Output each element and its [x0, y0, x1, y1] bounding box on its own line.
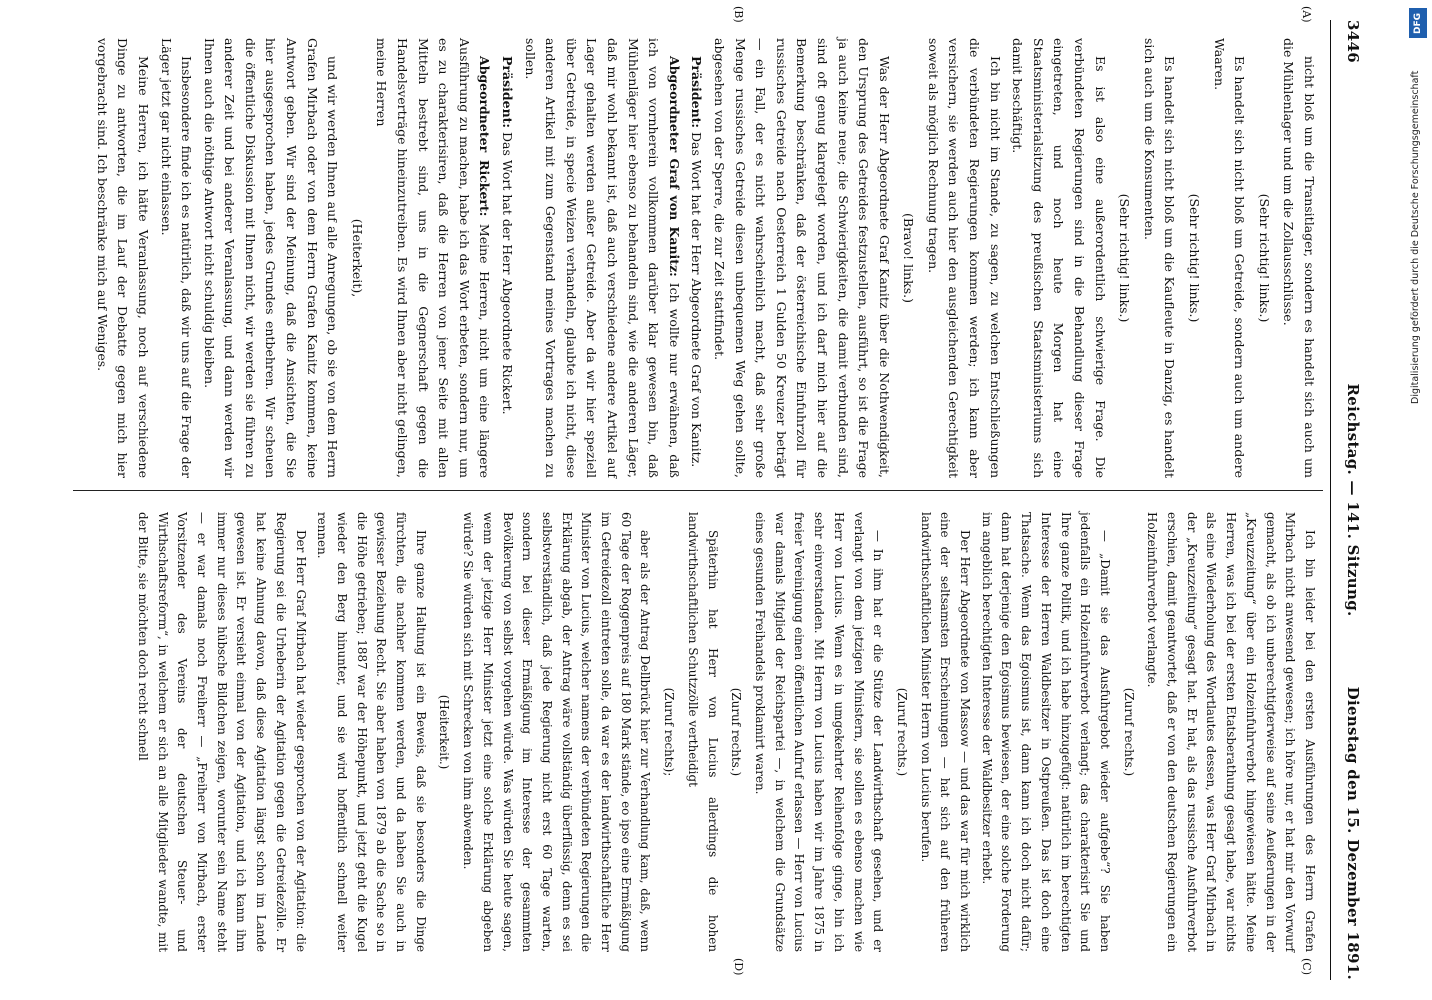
paragraph [312, 512, 430, 952]
paragraph-text: Was der Herr Abgeordnete Graf Kanitz über die Nothwendigkeit, den Ursprung des Getreides festzustellen, ausführt, so ist die Frage ja auch keine neue; die Schwierigkeiten, die damit verbunden sind, sind oft genug klargelegt worden, und ich darf mich hier auf die Bemerkung beschränken, daß der österreichische Einfuhrzoll für russisches Getreide nach Oesterreich 1 Gulden 50 Kreuzer beträgt — ein Fall, der es nicht wahrscheinlich macht, daß sehr große Menge russisches Getreide diesen unbequemen Weg gehen sollte, abgesehen von der Sperre, die zur Zeit stattfindet. [711, 38, 892, 478]
interjection [434, 512, 454, 952]
paragraph-text: Der Herr Abgeordnete von Massow — und das war für mich wirklich eine der seltsamsten Erscheinungen — hat sich auf den früheren landwirthschaftlichen Minister Herrn von Lucius berufen. [918, 512, 973, 952]
paragraph-text: (Zuruf rechts.) [894, 687, 909, 777]
right-column [79, 512, 1319, 952]
paragraph [1142, 512, 1319, 952]
paragraph-text: nicht bloß um die Transitlager, sondern es handelt sich auch um die Mühlenlager und um die Zollausschlüsse. [1281, 38, 1317, 478]
session-date: Dienstag den 15. Dezember 1891. [1344, 686, 1362, 980]
paragraph-text: Das Wort hat der Herr Abgeordnete Rickert. [500, 128, 516, 415]
page-number: 3446 [1344, 20, 1362, 63]
paragraph-text: Es handelt sich nicht bloß um Getreide, sondern auch um andere Waaren. [1211, 38, 1248, 478]
column-divider [73, 490, 1323, 491]
paragraph-text: Meine Herren, ich hätte Veranlassung, noch auf verschiedene Dinge zu antworten, die im Lauf der Debatte gegen mich hier vorgebracht sind. Ich beschränke mich auf Weniges. [94, 38, 151, 478]
interjection [898, 38, 919, 478]
paragraph-text: (Zuruf rechts); [662, 687, 677, 777]
paragraph-text: Ihre ganze Haltung ist ein Beweis, daß sie besonders die Dinge fürchten, die nachher kommen werden, und da haben Sie auch in gewisser Beziehung Recht. Sie aber haben von 1879 ab die Sache so in die Höhe getrieben; 1887 war der Höhepunkt, und jetzt geht die Kugel wieder den Berg hinunter, und sie wird hoffentlich schnell weiter rennen. [315, 512, 428, 952]
paragraph-text: (Heiterkeit), [349, 218, 365, 298]
paragraph [915, 512, 974, 952]
paragraph [922, 38, 1004, 478]
paragraph-text: (Sehr richtig! links.) [1256, 193, 1272, 323]
margin-marker-a: (A) [1300, 6, 1313, 23]
paragraph [496, 38, 517, 478]
paragraph [976, 512, 1114, 952]
paragraph [91, 38, 153, 478]
paragraph [132, 512, 309, 952]
paragraph-text: (Sehr richtig! links.) [1187, 193, 1203, 323]
interjection [1253, 38, 1274, 478]
speaker-label: Präsident: [689, 56, 705, 129]
paragraph-text: Das Wort hat der Herr Abgeordnete Graf von Kanitz. [689, 128, 705, 468]
paragraph [457, 512, 654, 952]
paragraph-text: Es handelt sich nicht bloß um die Kaufleute in Danzig, es handelt sich auch um die Konsumenten. [1141, 38, 1178, 478]
newspaper-page [55, 6, 1375, 980]
paragraph-text: Meine Herren, nicht um eine längere Ausführung zu machen, habe ich das Wort erbeten, sondern nur, um es zu charakterisiren, daß die Herren von jener Seite mit allen Mitteln bestrebt sind, uns in die Gegnerschaft gegen die Handelsverträge hineinzutreiben. Es wird Ihnen aber nicht gelingen, meine Herren [374, 38, 493, 478]
digitization-note: Digitalisierung gefördert durch die Deutsche Forschungsgemeinschaft [1410, 70, 1421, 404]
interjection [659, 512, 679, 952]
paragraph-text: aber als der Antrag Dellbrück hier zur Verhandlung kam, daß, wenn 60 Tage der Roggenpreis auf 180 Mark stände, eo ipso eine Ermäßigung im Getreidezoll eintreten solle, da war es der landwirthschaftliche Herr Minister von Lucius, welcher namens der verbündeten Regierungen die Erklärung abgab, der Antrag wäre vollständig überflüssig, denn es sei selbstverständlich, daß jede Regierung nicht erst 60 Tage warten, sondern bei dieser Ermäßigung im Interesse der gesammten Bevölkerung von selbst vorgehen würde. Was würden Sie heute sagen, wenn der jetzige Herr Minister jetzt eine solche Erklärung abgeben würde? Sie würden sich mit Schrecken von ihm abwenden. [461, 512, 653, 952]
paragraph-text: Der Herr Graf Mirbach hat wieder gesprochen von der Agitation: die Regierung sei die Urheberin der Agitation gegen die Getreidezölle. Er hat keine Ahnung davon, daß diese Agitation längst schon im Lande gewesen ist. Er versieht einmal von der Agitation, und ich kann ihm immer nur dieses hübsche Bildchen zeigen, worunter sein Name steht — er war damals noch Freiherr — „Freiherr von Mirbach, erster Vorsitzender des Vereins der deutschen Steuer- und Wirthschaftsreform“, in welchem er sich an alle Mitglieder wandte, mit der Bitte, sie möchten doch recht schnell [135, 512, 308, 952]
paragraph-text: (Zuruf rechts.) [729, 687, 744, 777]
paragraph-text: Ich wollte nur erwähnen, daß ich von vornherein vollkommen darüber klar gewesen bin, daß Mühlenläger hier ebenso zu behandeln sind, wie die anderen Läger, daß mir wohl bekannt ist, daß auch verschiedene andere Artikel auf Lager gehalten werden außer Getreide. Aber da wir hier speziell über Getreide, in specie Weizen verhandeln, glaubte ich nicht, diese anderen Artikel mit zum Gegenstand meines Vortrages machen zu sollen. [522, 38, 682, 478]
paragraph [155, 38, 196, 478]
paragraph-text: — „Damit sie das Ausfuhrgebot wieder aufgebe“? Sie haben jedenfalls ein Holzeinfuhrverbot verlangt; das charakterisirt Sie und Ihre ganze Politik, und ich habe hinzugefügt: natürlich im berechtigten Interesse der Herren Waldbesitzer in Ostpreußen. Das ist doch eine Thatsache. Wenn das Egoismus ist, dann kann ich doch nicht dafür; dann hat derjenige den Egoismus bewiesen, der eine solche Forderung im angeblich berechtigten Interesse der Waldbesitzer erhebt. [979, 512, 1112, 952]
speaker-label: Präsident: [500, 56, 516, 129]
paragraph [1278, 38, 1319, 478]
paragraph [198, 38, 342, 478]
paragraph-text: und wir werden Ihnen auf alle Anregungen, ob sie von dem Herrn Grafen Mirbach oder von dem Herrn Grafen Kanitz kommen, keine Antwort geben. Wir sind der Meinung, daß die Ansichten, die Sie hier ausgesprochen haben, jedes Grundes entbehren. Wir scheuen die öffentliche Diskussion mit Ihnen nicht, wir werden sie führen zu anderer Zeit und bei anderer Veranlassung, und dann werden wir Ihnen auch die nöthige Antwort nicht schuldig bleiben. [201, 38, 341, 478]
paragraph [1208, 38, 1249, 478]
paragraph-text: Insbesondere finde ich es natürlich, daß wir uns auf die Frage der Läger jetzt gar nicht einlassen. [158, 38, 195, 478]
paragraph [749, 512, 887, 952]
speaker-label: Abgeordneter Graf von Kanitz: [666, 56, 682, 277]
paragraph-text: Ich bin nicht im Stande, zu sagen, zu welchen Entschließungen die verbündeten Regierungen kommen werden; ich kann aber versichern, sie werden auch hier den ausgleichenden Gerechtigkeit soweit als möglich Rechnung tragen. [925, 38, 1003, 478]
interjection [346, 38, 367, 478]
speaker-label: Abgeordneter Rickert: [477, 56, 493, 217]
paragraph [371, 38, 495, 478]
interjection [726, 512, 746, 952]
paragraph-text: Späterhin hat Herr von Lucius allerdings die hohen landwirthschaftlichen Schutzzölle vertheidigt [685, 512, 720, 952]
interjection [1183, 38, 1204, 478]
paragraph [682, 512, 721, 952]
dfg-logo: DFG [1409, 8, 1427, 38]
paragraph [1138, 38, 1179, 478]
interjection [891, 512, 911, 952]
margin-marker-b: (B) [732, 6, 745, 23]
interjection [1118, 512, 1138, 952]
paragraph [519, 38, 684, 478]
page-header [1330, 20, 1375, 980]
paragraph [686, 38, 707, 478]
margin-marker-d: (D) [732, 958, 745, 976]
paragraph-text: Es ist also eine außerordentlich schwierige Frage. Die verbündeten Regierungen sind in die Behandlung dieser Frage eingetreten, und noch heute Morgen hat eine Staatsministerialsitzung des preußischen Staatsministeriums sich damit beschäftigt. [1010, 38, 1108, 478]
paragraph-text: (Sehr richtig! links.) [1117, 193, 1133, 323]
left-column [79, 38, 1319, 478]
paragraph-text: Ich bin leider bei den ersten Ausführungen des Herrn Grafen Mirbach nicht anwesend gewesen; ich höre nur, er hat mir den Vorwurf gemacht, als ob ich unberechtigterweise auf seine Aeußerungen in der „Kreuzzeitung“ über ein Holzeinfuhrverbot hingewiesen hätte. Meine Herren, was ich bei der ersten Etatsberathung gesagt habe, war nichts als eine Wiederholung des Wortlautes dessen, was Herr Graf Mirbach in der „Kreuzzeitung“ gesagt hat. Er hat, als das russische Ausfuhrverbot erschien, damit geantwortet, daß er von den deutschen Regierungen ein Holzeinfuhrverbot verlangte. [1145, 512, 1317, 952]
interjection [1114, 38, 1135, 478]
paragraph [708, 38, 893, 478]
session-title: Reichstag. — 141. Sitzung. [1344, 383, 1362, 617]
margin-marker-c: (C) [1300, 958, 1313, 975]
paragraph-text: (Heiterkeit.) [437, 694, 452, 770]
paragraph-text: (Bravo! links.) [901, 213, 917, 303]
paragraph-text: (Zuruf rechts.) [1121, 687, 1136, 777]
paragraph [1007, 38, 1110, 478]
paragraph-text: — In ihm hat er die Stütze der Landwirthschaft gesehen, und er verlangt von dem jetzigen Ministern, sie sollen es ebenso machen wie Herr von Lucius. Wenn es in umgekehrter Reihenfolge ginge, bin ich sehr einverstanden. Mit Herrn von Lucius haben wir im Jahre 1875 in freier Vereinigung einen öffentlichen Aufruf erlassen — Herr von Lucius war damals Mitglied der Reichspartei —, in welchem die Grundsätze eines gesunden Freihandels proklamirt waren. [753, 512, 886, 952]
